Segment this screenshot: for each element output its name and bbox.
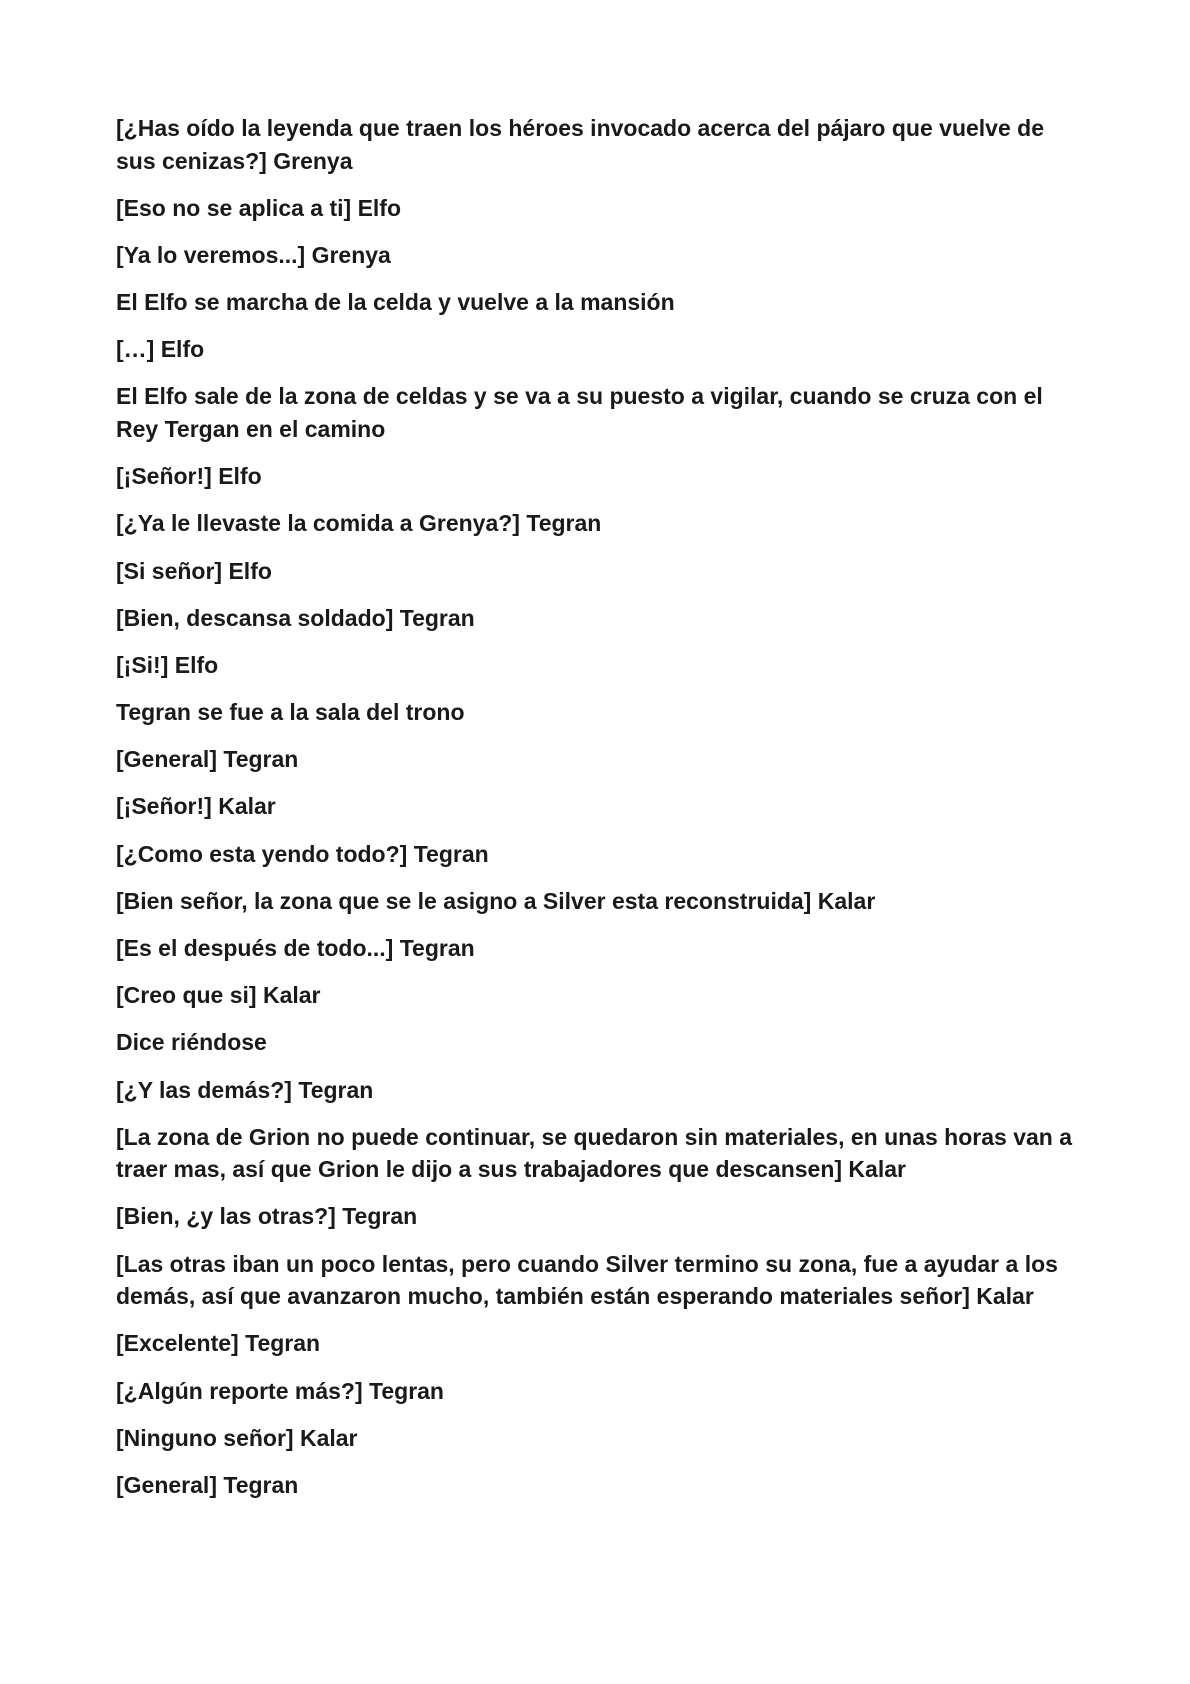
paragraph-4: El Elfo se marcha de la celda y vuelve a la mansión — [116, 289, 675, 316]
paragraph-26: [Ninguno señor] Kalar — [116, 1424, 358, 1451]
paragraph-13: [General] Tegran — [116, 746, 299, 773]
paragraph-18: [Creo que si] Kalar — [116, 982, 321, 1009]
paragraph-6: El Elfo sale de la zona de celdas y se va a su puesto a vigilar, cuando se cruza con el Rey Tergan en el camino — [116, 383, 1043, 442]
paragraph-25: [¿Algún reporte más?] Tegran — [116, 1377, 444, 1404]
paragraph-23: [Las otras iban un poco lentas, pero cuando Silver termino su zona, fue a ayudar a los demás, así que avanzaron mucho, también están esperando materiales señor] Kalar — [116, 1250, 1058, 1310]
paragraph-27: [General] Tegran — [116, 1471, 299, 1498]
paragraph-14: [¡Señor!] Kalar — [116, 793, 276, 820]
paragraph-21: [La zona de Grion no puede continuar, se quedaron sin materiales, en unas horas van a traer mas, así que Grion le dijo a sus trabajadores que descansen] Kalar — [116, 1123, 1073, 1183]
document-body — [116, 112, 1090, 1501]
paragraph-2: [Eso no se aplica a ti] Elfo — [116, 194, 402, 221]
paragraph-19: Dice riéndose — [116, 1029, 267, 1056]
paragraph-9: [Si señor] Elfo — [116, 557, 272, 584]
paragraph-24: [Excelente] Tegran — [116, 1330, 321, 1357]
paragraph-11: [¡Si!] Elfo — [116, 651, 219, 678]
paragraph-16: [Bien señor, la zona que se le asigno a Silver esta reconstruida] Kalar — [116, 887, 876, 914]
paragraph-12: Tegran se fue a la sala del trono — [116, 699, 465, 726]
paragraph-17: [Es el después de todo...] Tegran — [116, 935, 475, 961]
paragraph-5: […] Elfo — [116, 336, 205, 363]
paragraph-7: [¡Señor!] Elfo — [116, 463, 262, 490]
paragraph-1: [¿Has oído la leyenda que traen los héroes invocado acerca del pájaro que vuelve de sus cenizas?] Grenya — [116, 115, 1044, 174]
paragraph-22: [Bien, ¿y las otras?] Tegran — [116, 1203, 418, 1230]
paragraph-20: [¿Y las demás?] Tegran — [116, 1076, 374, 1103]
paragraph-8: [¿Ya le llevaste la comida a Grenya?] Tegran — [116, 510, 602, 537]
paragraph-3: [Ya lo veremos...] Grenya — [116, 241, 391, 268]
paragraph-15: [¿Como esta yendo todo?] Tegran — [116, 840, 489, 867]
paragraph-10: [Bien, descansa soldado] Tegran — [116, 604, 475, 631]
